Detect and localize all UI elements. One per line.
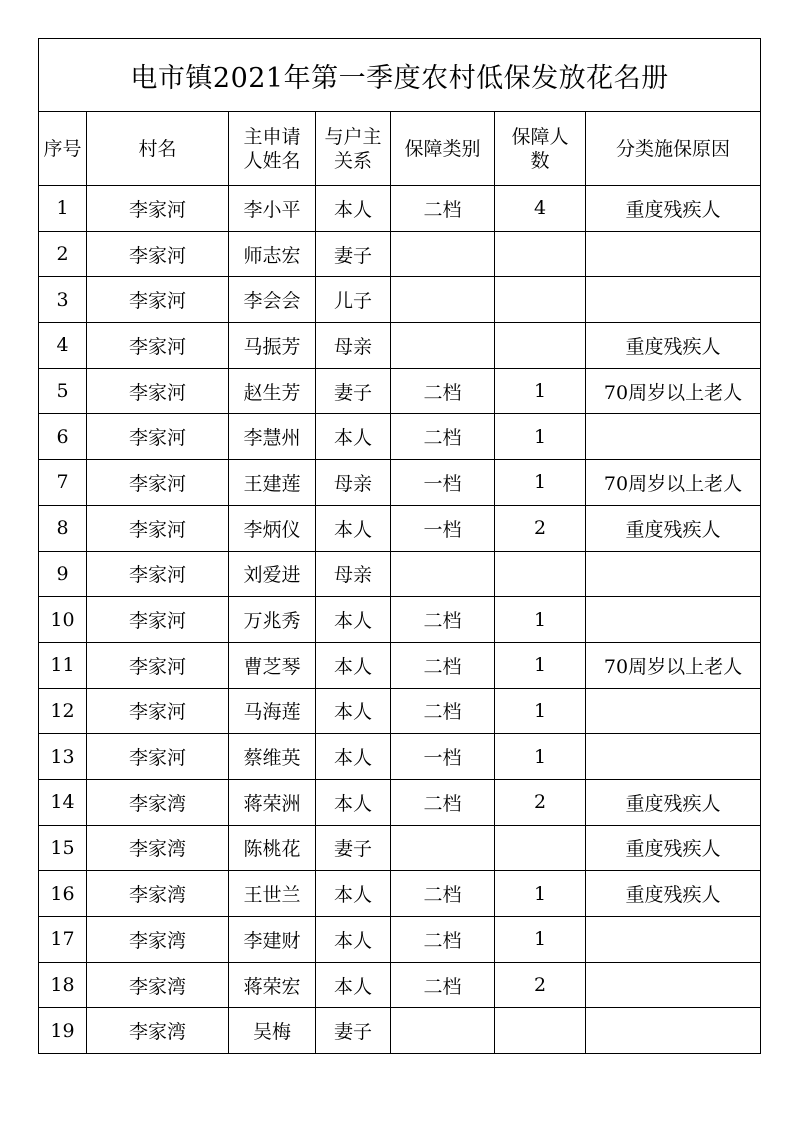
- table-row: [39, 460, 761, 506]
- cell-count: [495, 551, 586, 597]
- cell-applicant: 王世兰: [229, 871, 316, 917]
- cell-reason: [586, 734, 761, 780]
- cell-relation: 母亲: [316, 551, 391, 597]
- cell-village: 李家湾: [87, 779, 229, 825]
- cell-seq: 14: [39, 779, 87, 825]
- cell-seq: 12: [39, 688, 87, 734]
- table-row: [39, 688, 761, 734]
- cell-count: [495, 825, 586, 871]
- header-count: 保障人数: [495, 112, 586, 186]
- cell-relation: 本人: [316, 734, 391, 780]
- cell-reason: 重度残疾人: [586, 779, 761, 825]
- cell-category: 二档: [391, 688, 495, 734]
- cell-reason: 70周岁以上老人: [586, 368, 761, 414]
- cell-village: 李家河: [87, 642, 229, 688]
- cell-count: 1: [495, 460, 586, 506]
- table-row: [39, 871, 761, 917]
- cell-village: 李家河: [87, 551, 229, 597]
- cell-relation: 本人: [316, 871, 391, 917]
- cell-relation: 本人: [316, 962, 391, 1008]
- table-row: [39, 962, 761, 1008]
- cell-count: 1: [495, 642, 586, 688]
- cell-applicant: 蔡维英: [229, 734, 316, 780]
- cell-applicant: 吴梅: [229, 1008, 316, 1054]
- cell-village: 李家湾: [87, 871, 229, 917]
- table-row: [39, 917, 761, 963]
- cell-village: 李家河: [87, 414, 229, 460]
- cell-relation: 本人: [316, 186, 391, 232]
- cell-relation: 母亲: [316, 460, 391, 506]
- cell-relation: 妻子: [316, 1008, 391, 1054]
- table-row: [39, 414, 761, 460]
- cell-count: 4: [495, 186, 586, 232]
- cell-reason: [586, 551, 761, 597]
- cell-category: [391, 1008, 495, 1054]
- cell-applicant: 李会会: [229, 277, 316, 323]
- cell-category: 二档: [391, 871, 495, 917]
- cell-applicant: 陈桃花: [229, 825, 316, 871]
- cell-seq: 9: [39, 551, 87, 597]
- cell-relation: 本人: [316, 688, 391, 734]
- cell-applicant: 师志宏: [229, 231, 316, 277]
- table-row: [39, 642, 761, 688]
- cell-applicant: 李炳仪: [229, 505, 316, 551]
- cell-reason: [586, 414, 761, 460]
- table-row: [39, 277, 761, 323]
- cell-seq: 17: [39, 917, 87, 963]
- cell-village: 李家河: [87, 231, 229, 277]
- table-row: [39, 368, 761, 414]
- cell-relation: 母亲: [316, 323, 391, 369]
- cell-reason: 重度残疾人: [586, 323, 761, 369]
- cell-category: 一档: [391, 505, 495, 551]
- cell-category: [391, 323, 495, 369]
- cell-applicant: 万兆秀: [229, 597, 316, 643]
- cell-category: 一档: [391, 734, 495, 780]
- cell-count: 2: [495, 779, 586, 825]
- cell-applicant: 马振芳: [229, 323, 316, 369]
- cell-reason: 重度残疾人: [586, 505, 761, 551]
- cell-applicant: 蒋荣洲: [229, 779, 316, 825]
- cell-category: 二档: [391, 642, 495, 688]
- table-row: [39, 825, 761, 871]
- cell-seq: 4: [39, 323, 87, 369]
- cell-category: [391, 825, 495, 871]
- cell-seq: 8: [39, 505, 87, 551]
- cell-relation: 本人: [316, 597, 391, 643]
- cell-seq: 18: [39, 962, 87, 1008]
- cell-category: 二档: [391, 368, 495, 414]
- cell-count: 1: [495, 414, 586, 460]
- cell-count: 1: [495, 917, 586, 963]
- cell-seq: 19: [39, 1008, 87, 1054]
- cell-count: 2: [495, 505, 586, 551]
- cell-village: 李家河: [87, 277, 229, 323]
- cell-count: 1: [495, 734, 586, 780]
- header-applicant: 主申请人姓名: [229, 112, 316, 186]
- cell-reason: [586, 277, 761, 323]
- cell-seq: 5: [39, 368, 87, 414]
- cell-applicant: 李建财: [229, 917, 316, 963]
- cell-applicant: 马海莲: [229, 688, 316, 734]
- cell-relation: 本人: [316, 505, 391, 551]
- cell-seq: 2: [39, 231, 87, 277]
- cell-reason: 重度残疾人: [586, 825, 761, 871]
- cell-reason: 70周岁以上老人: [586, 460, 761, 506]
- cell-applicant: 赵生芳: [229, 368, 316, 414]
- cell-seq: 16: [39, 871, 87, 917]
- cell-reason: [586, 962, 761, 1008]
- cell-category: [391, 551, 495, 597]
- cell-category: 二档: [391, 414, 495, 460]
- cell-relation: 妻子: [316, 825, 391, 871]
- header-reason: 分类施保原因: [586, 112, 761, 186]
- cell-village: 李家湾: [87, 1008, 229, 1054]
- cell-applicant: 蒋荣宏: [229, 962, 316, 1008]
- table-row: [39, 779, 761, 825]
- table-row: [39, 597, 761, 643]
- cell-village: 李家湾: [87, 962, 229, 1008]
- roster-table: [38, 38, 761, 1054]
- table-row: [39, 551, 761, 597]
- cell-count: [495, 231, 586, 277]
- cell-category: 二档: [391, 779, 495, 825]
- header-row: [39, 112, 761, 186]
- cell-count: [495, 277, 586, 323]
- cell-category: [391, 231, 495, 277]
- cell-category: 一档: [391, 460, 495, 506]
- cell-relation: 本人: [316, 642, 391, 688]
- cell-seq: 3: [39, 277, 87, 323]
- cell-reason: 重度残疾人: [586, 186, 761, 232]
- cell-village: 李家河: [87, 368, 229, 414]
- cell-village: 李家湾: [87, 917, 229, 963]
- cell-reason: [586, 231, 761, 277]
- cell-village: 李家湾: [87, 825, 229, 871]
- cell-relation: 本人: [316, 414, 391, 460]
- cell-reason: [586, 1008, 761, 1054]
- cell-seq: 6: [39, 414, 87, 460]
- header-relation: 与户主关系: [316, 112, 391, 186]
- cell-applicant: 李小平: [229, 186, 316, 232]
- cell-count: 2: [495, 962, 586, 1008]
- cell-seq: 10: [39, 597, 87, 643]
- cell-seq: 7: [39, 460, 87, 506]
- header-seq: 序号: [39, 112, 87, 186]
- cell-seq: 1: [39, 186, 87, 232]
- cell-reason: [586, 917, 761, 963]
- cell-applicant: 曹芝琴: [229, 642, 316, 688]
- cell-reason: 70周岁以上老人: [586, 642, 761, 688]
- cell-reason: 重度残疾人: [586, 871, 761, 917]
- table-row: [39, 186, 761, 232]
- cell-village: 李家河: [87, 460, 229, 506]
- cell-reason: [586, 597, 761, 643]
- cell-village: 李家河: [87, 688, 229, 734]
- cell-category: [391, 277, 495, 323]
- cell-village: 李家河: [87, 734, 229, 780]
- cell-relation: 本人: [316, 779, 391, 825]
- cell-relation: 儿子: [316, 277, 391, 323]
- cell-seq: 11: [39, 642, 87, 688]
- cell-village: 李家河: [87, 323, 229, 369]
- cell-count: [495, 323, 586, 369]
- cell-category: 二档: [391, 597, 495, 643]
- cell-seq: 13: [39, 734, 87, 780]
- header-village: 村名: [87, 112, 229, 186]
- table-row: [39, 1008, 761, 1054]
- cell-category: 二档: [391, 186, 495, 232]
- cell-seq: 15: [39, 825, 87, 871]
- document-title: 电市镇2021年第一季度农村低保发放花名册: [39, 39, 761, 112]
- table-row: [39, 231, 761, 277]
- cell-category: 二档: [391, 962, 495, 1008]
- cell-count: 1: [495, 871, 586, 917]
- cell-applicant: 刘爱进: [229, 551, 316, 597]
- table-row: [39, 505, 761, 551]
- cell-reason: [586, 688, 761, 734]
- cell-count: 1: [495, 688, 586, 734]
- cell-village: 李家河: [87, 186, 229, 232]
- cell-count: [495, 1008, 586, 1054]
- cell-relation: 本人: [316, 917, 391, 963]
- table-row: [39, 734, 761, 780]
- header-category: 保障类别: [391, 112, 495, 186]
- cell-category: 二档: [391, 917, 495, 963]
- cell-village: 李家河: [87, 597, 229, 643]
- cell-applicant: 王建莲: [229, 460, 316, 506]
- cell-count: 1: [495, 368, 586, 414]
- cell-relation: 妻子: [316, 368, 391, 414]
- cell-relation: 妻子: [316, 231, 391, 277]
- cell-count: 1: [495, 597, 586, 643]
- cell-applicant: 李慧州: [229, 414, 316, 460]
- table-row: [39, 323, 761, 369]
- cell-village: 李家河: [87, 505, 229, 551]
